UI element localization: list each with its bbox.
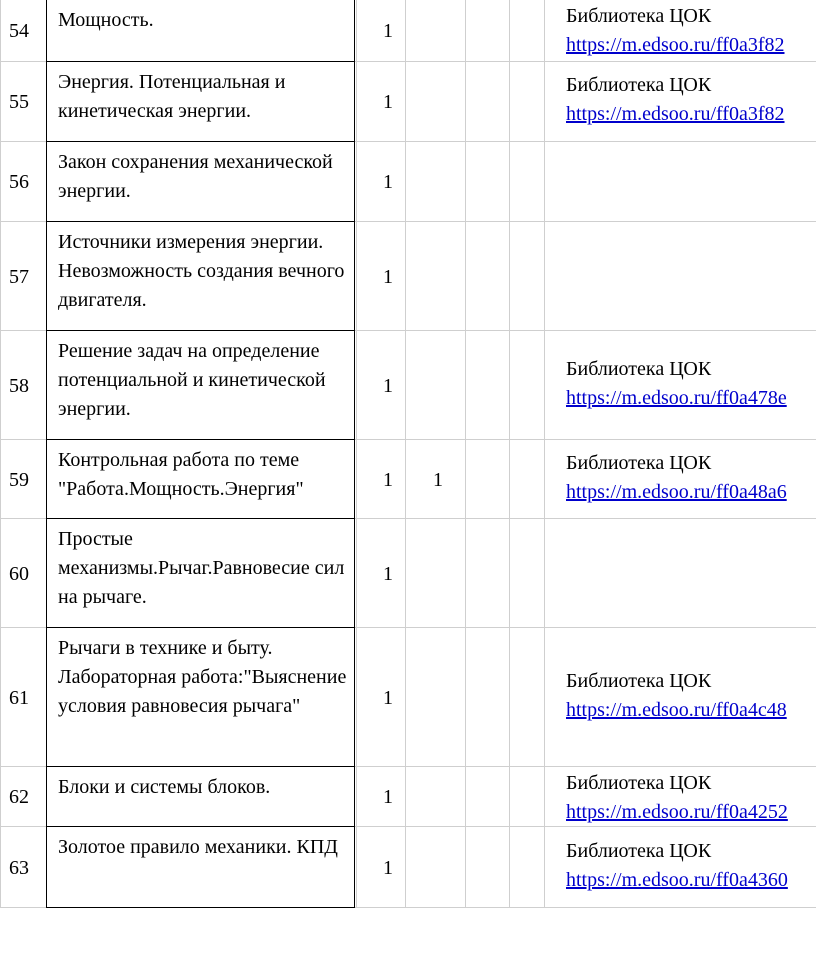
- column-divider: [405, 0, 406, 908]
- lesson-topic: Решение задач на определение потенциальной и кинетической энергии.: [58, 340, 326, 420]
- topic-row-divider: [46, 766, 355, 767]
- resource-cell: [566, 449, 787, 507]
- control-work-count: 1: [433, 469, 443, 491]
- hours-count: 1: [383, 171, 393, 193]
- row-number: 62: [9, 786, 29, 808]
- resource-cell: [566, 837, 788, 895]
- hours-count: 1: [383, 375, 393, 397]
- row-number: 54: [9, 20, 29, 42]
- library-label: Библиотека ЦОК: [566, 840, 712, 862]
- topic-row-divider: [46, 141, 355, 142]
- column-divider: [509, 0, 510, 908]
- hours-count: 1: [383, 469, 393, 491]
- topic-row-divider: [46, 439, 355, 440]
- column-divider: [356, 0, 357, 908]
- resource-link[interactable]: https://m.edsoo.ru/ff0a4c48: [566, 699, 787, 721]
- library-label: Библиотека ЦОК: [566, 452, 712, 474]
- topic-row-divider: [46, 221, 355, 222]
- hours-count: 1: [383, 20, 393, 42]
- lesson-topic: Мощность.: [58, 9, 154, 31]
- topic-row-divider: [46, 518, 355, 519]
- resource-cell: [566, 355, 787, 413]
- row-number: 57: [9, 266, 29, 288]
- resource-cell: [566, 71, 785, 129]
- hours-count: 1: [383, 91, 393, 113]
- library-label: Библиотека ЦОК: [566, 358, 712, 380]
- lesson-topic: Контрольная работа по теме "Работа.Мощность.Энергия": [58, 449, 304, 500]
- topic-row-divider: [46, 826, 355, 827]
- library-label: Библиотека ЦОК: [566, 772, 712, 794]
- resource-link[interactable]: https://m.edsoo.ru/ff0a3f82: [566, 34, 785, 56]
- resource-cell: [566, 769, 788, 827]
- row-number: 63: [9, 857, 29, 879]
- topic-row-divider: [46, 627, 355, 628]
- column-divider: [0, 0, 1, 908]
- resource-link[interactable]: https://m.edsoo.ru/ff0a4360: [566, 869, 788, 891]
- lesson-topic: Источники измерения энергии. Невозможность создания вечного двигателя.: [58, 231, 345, 311]
- resource-link[interactable]: https://m.edsoo.ru/ff0a48a6: [566, 481, 787, 503]
- row-number: 61: [9, 687, 29, 709]
- resource-cell: [566, 2, 785, 60]
- topic-row-divider: [46, 330, 355, 331]
- row-number: 60: [9, 563, 29, 585]
- row-number: 59: [9, 469, 29, 491]
- topic-row-divider: [46, 61, 355, 62]
- library-label: Библиотека ЦОК: [566, 670, 712, 692]
- library-label: Библиотека ЦОК: [566, 74, 712, 96]
- resource-cell: [566, 667, 787, 725]
- lesson-topic: Рычаги в технике и быту. Лабораторная работа:"Выяснение условия равновесия рычага": [58, 637, 347, 717]
- row-number: 58: [9, 375, 29, 397]
- library-label: Библиотека ЦОК: [566, 5, 712, 27]
- lesson-topic: Простые механизмы.Рычаг.Равновесие сил на рычаге.: [58, 528, 345, 608]
- lesson-topic: Закон сохранения механической энергии.: [58, 151, 333, 202]
- hours-count: 1: [383, 857, 393, 879]
- hours-count: 1: [383, 786, 393, 808]
- column-divider: [465, 0, 466, 908]
- lesson-topic: Золотое правило механики. КПД: [58, 836, 338, 858]
- row-number: 56: [9, 171, 29, 193]
- lesson-topic: Энергия. Потенциальная и кинетическая энергии.: [58, 71, 286, 122]
- column-divider: [544, 0, 545, 908]
- topic-row-divider: [46, 907, 355, 908]
- row-number: 55: [9, 91, 29, 113]
- lesson-topic: Блоки и системы блоков.: [58, 776, 271, 798]
- topic-column-border: [46, 0, 355, 908]
- hours-count: 1: [383, 266, 393, 288]
- hours-count: 1: [383, 687, 393, 709]
- hours-count: 1: [383, 563, 393, 585]
- resource-link[interactable]: https://m.edsoo.ru/ff0a4252: [566, 801, 788, 823]
- resource-link[interactable]: https://m.edsoo.ru/ff0a478e: [566, 387, 787, 409]
- resource-link[interactable]: https://m.edsoo.ru/ff0a3f82: [566, 103, 785, 125]
